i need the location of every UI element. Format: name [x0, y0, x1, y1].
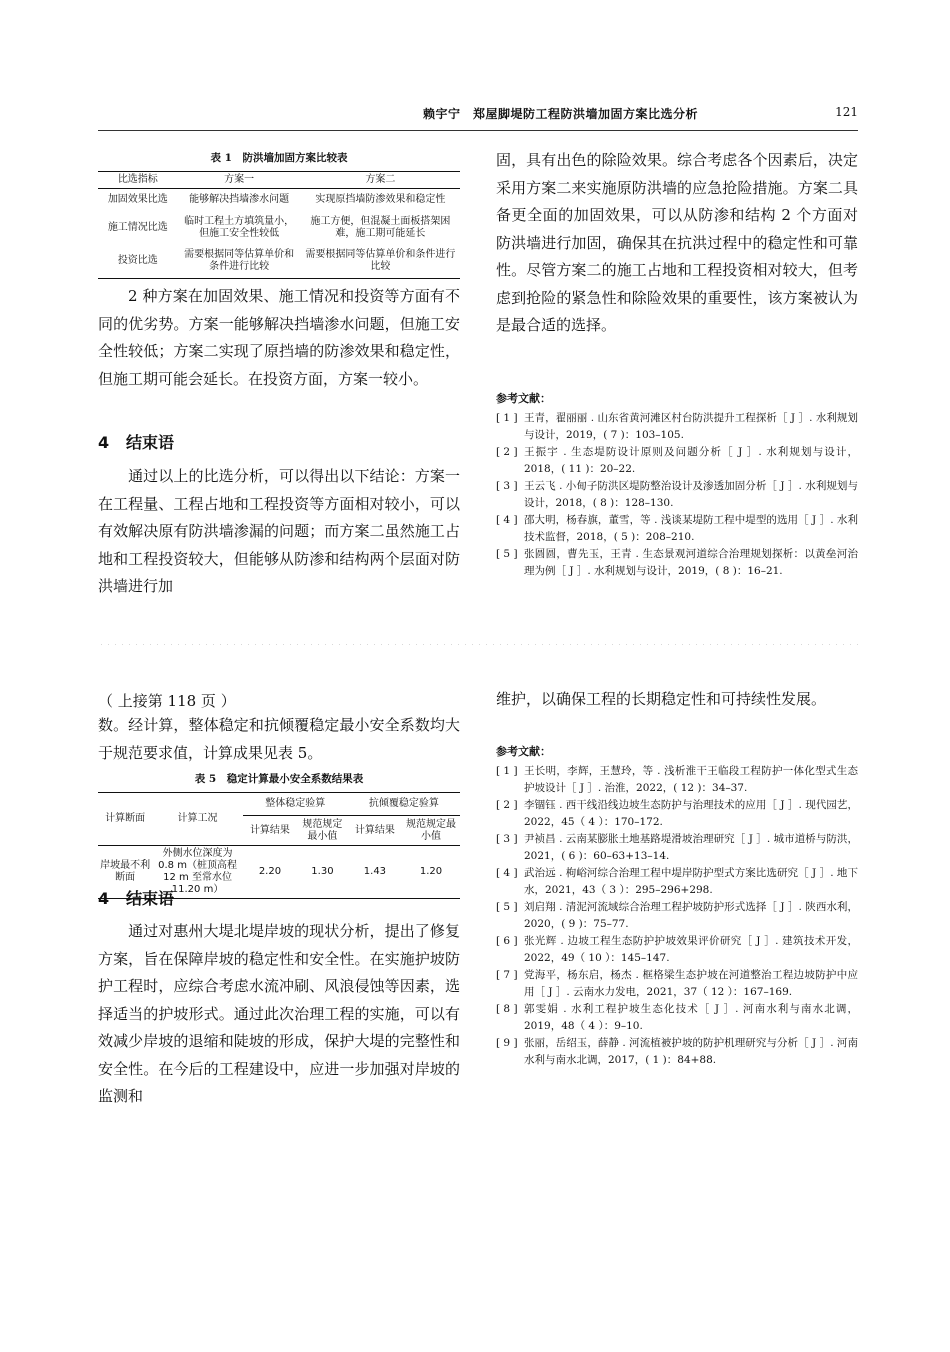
reference-number: [ 2 ]: [496, 799, 518, 811]
paragraph-text: 2 种方案在加固效果、施工情况和投资等方面有不同的优劣势。方案一能够解决挡墙渗水问题，但施工安全性较低；方案二实现了原挡墙的防渗效果和稳定性，但施工期可能会延长。在投资方面，方案一较小。: [98, 287, 460, 388]
table-cell: 需要根据同等估算单价和条件进行比较: [178, 245, 301, 279]
reference-text: 王云飞 . 小甸子防洪区堤防整治设计及渗透加固分析［ J ］. 水利规划与设计，2018，( 8 )：128–130.: [524, 480, 858, 509]
table-header-cell: 规范规定最小值: [297, 816, 348, 846]
body-paragraph: [98, 283, 460, 393]
table-5-block: [98, 771, 460, 899]
reference-number: [ 2 ]: [496, 446, 518, 458]
reference-text: 李锢钰 . 西干线沿线边坡生态防护与治理技术的应用［ J ］. 现代园艺，2022，45（ 4 ）：170–172.: [524, 799, 858, 828]
table-1-block: [98, 150, 460, 279]
references: [496, 390, 858, 580]
body-paragraph: [98, 712, 460, 767]
reference-text: 刘启翔 . 清泥河流域综合治理工程护坡防护形式选择［ J ］. 陕西水利，2020，( 9 )：75–77.: [524, 901, 858, 930]
table-header-cell: 抗倾覆稳定验算: [348, 793, 460, 816]
table-1: [98, 171, 460, 279]
table-header-cell: 方案一: [178, 172, 301, 189]
reference-number: [ 1 ]: [496, 412, 518, 424]
body-paragraph: [98, 463, 460, 601]
reference-number: [ 7 ]: [496, 969, 518, 981]
paragraph-text: 通过对惠州大堤北堤岸坡的现状分析，提出了修复方案，旨在保障岸坡的稳定性和安全性。在实施护坡防护工程时，应综合考虑水流冲刷、风浪侵蚀等因素，选择适当的护坡形式。通过此次治理工程的实施，可以有效减少岸坡的退缩和陡坡的形成，保护大堤的完整性和安全性。在今后的工程建设中，应进一步加强对岸坡的监测和: [98, 922, 460, 1105]
article-divider: [98, 637, 858, 645]
continued-text: （ 上接第 118 页 ）: [98, 692, 236, 710]
table-cell: 施工方便，但混凝土面板搭架困难，施工期可能延长: [310, 215, 451, 239]
table-cell: 1.20: [402, 846, 460, 899]
reference-item: [496, 933, 858, 966]
table-1-caption: 表 1 防洪墙加固方案比较表: [210, 152, 348, 164]
reference-text: 张光辉 . 边坡工程生态防护护坡效果评价研究［ J ］. 建筑技术开发，2022，49（ 10 ）：145–147.: [524, 935, 858, 964]
reference-number: [ 4 ]: [496, 514, 518, 526]
reference-item: [496, 865, 858, 898]
reference-number: [ 5 ]: [496, 901, 518, 913]
reference-item: [496, 899, 858, 932]
table-5-caption: 表 5 稳定计算最小安全系数结果表: [194, 773, 364, 785]
reference-number: [ 9 ]: [496, 1037, 518, 1049]
table-header-cell: 比选指标: [98, 172, 178, 189]
reference-item: [496, 546, 858, 579]
reference-text: 党海平，杨东启，杨杰 . 框格梁生态护坡在河道整治工程边坡防护中应用［ J ］. 云南水力发电，2021，37（ 12 ）：167–169.: [524, 969, 858, 998]
reference-text: 尹祯昌 . 云南某膨胀土地基路堤滑坡治理研究［ J ］. 城市道桥与防洪，2021，( 6 )：60–63+13–14.: [524, 833, 858, 862]
reference-item: [496, 967, 858, 1000]
reference-number: [ 4 ]: [496, 867, 518, 879]
section-heading: [98, 886, 460, 909]
table-cell: 需要根据同等估算单价和条件进行比较: [301, 245, 460, 279]
reference-text: 郭雯娟 . 水利工程护坡生态化技术［ J ］. 河南水利与南水北调，2019，48（ 4 ）：9–10.: [524, 1003, 858, 1032]
table-cell: 1.30: [297, 846, 348, 899]
reference-item: [496, 410, 858, 443]
reference-number: [ 6 ]: [496, 935, 518, 947]
references-title: 参考文献：: [496, 392, 551, 405]
reference-text: 张圆圆，曹先玉，王青 . 生态景观河道综合治理规划探析：以黄垒河治理为例［ J ］. 水利规划与设计，2019，( 8 )：16–21.: [524, 548, 858, 577]
table-5: [98, 792, 460, 899]
reference-number: [ 8 ]: [496, 1003, 518, 1015]
table-cell: 加固效果比选: [107, 193, 168, 205]
table-cell: 能够解决挡墙渗水问题: [189, 193, 290, 205]
paragraph-text: 固，具有出色的除险效果。综合考虑各个因素后，决定采用方案二来实施原防洪墙的应急抢险措施。方案二具备更全面的加固效果，可以从防渗和结构 2 个方面对防洪墙进行加固，确保其在抗洪过程中的稳定性和可靠性。尽管方案二的施工占地和工程投资相对较大，但考虑到抢险的紧急性和除险效果的重要性，该方案被认为是最合适的选择。: [496, 151, 858, 334]
reference-number: [ 1 ]: [496, 765, 518, 777]
reference-item: [496, 1001, 858, 1034]
table-cell: 临时工程土方填筑量小，但施工安全性较低: [184, 215, 295, 239]
table-cell: 投资比选: [98, 245, 178, 279]
reference-item: [496, 797, 858, 830]
table-header-cell: 计算断面: [98, 793, 152, 846]
body-paragraph: [98, 918, 460, 1111]
table-row: [98, 211, 460, 245]
paragraph-text: 维护，以确保工程的长期稳定性和可持续性发展。: [496, 690, 827, 708]
table-row: [98, 189, 460, 211]
table-header-cell: 计算结果: [348, 816, 402, 846]
reference-text: 邵大明，杨春旗，董雪，等 . 浅谈某堤防工程中堤型的选用［ J ］. 水利技术监督，2018，( 5 )：208–210.: [524, 514, 858, 543]
body-paragraph: [496, 686, 858, 714]
reference-item: [496, 831, 858, 864]
running-header-title: 赖宇宁 郑屋脚堤防工程防洪墙加固方案比选分析: [422, 107, 698, 121]
table-cell: 实现原挡墙防渗效果和稳定性: [315, 193, 446, 205]
table-header-cell: 整体稳定验算: [243, 793, 348, 816]
section-heading: [98, 430, 460, 453]
table-cell: 2.20: [243, 846, 297, 899]
table-header-cell: 计算工况: [152, 793, 243, 846]
body-paragraph: [496, 147, 858, 340]
paragraph-text: 通过以上的比选分析，可以得出以下结论：方案一在工程量、工程占地和工程投资等方面相对较小，可以有效解决原有防洪墙渗漏的问题；而方案二虽然施工占地和工程投资较大，但能够从防渗和结构两个层面对防洪墙进行加: [98, 467, 460, 595]
section-title: 结束语: [126, 889, 175, 908]
header-rule: [98, 130, 858, 131]
table-header-cell: 计算结果: [243, 816, 297, 846]
references-title: 参考文献：: [496, 745, 551, 758]
section-number: 4: [98, 433, 110, 452]
table-cell: 外侧水位深度为 0.8 m（桩顶高程 12 m 至常水位 11.20 m）: [152, 846, 243, 899]
reference-item: [496, 444, 858, 477]
reference-text: 王振宇 . 生态堤防设计原则及问题分析［ J ］. 水利规划与设计，2018，( 11 )：20–22.: [524, 446, 858, 475]
reference-text: 王长明，李辉，王慧玲，等 . 浅析淮干王临段工程防护一体化型式生态护坡设计［ J ］. 治淮，2022，( 12 )：34–37.: [524, 765, 858, 794]
reference-item: [496, 1035, 858, 1068]
table-cell: 1.43: [348, 846, 402, 899]
paragraph-text: 数。经计算，整体稳定和抗倾覆稳定最小安全系数均大于规范要求值，计算成果见表 5。: [98, 716, 460, 762]
table-cell: 施工情况比选: [107, 221, 168, 233]
page-number: 121: [835, 105, 858, 119]
section-number: 4: [98, 889, 110, 908]
reference-item: [496, 763, 858, 796]
reference-item: [496, 478, 858, 511]
reference-item: [496, 512, 858, 545]
table-header-cell: 方案二: [301, 172, 460, 189]
divider-pattern: [98, 644, 858, 645]
reference-text: 张丽，岳绍玉，薛静 . 河流植被护坡的防护机理研究与分析［ J ］. 河南水利与南水北调，2017，( 1 )：84+88.: [524, 1037, 858, 1066]
table-row: [98, 245, 460, 279]
table-header-cell: 规范规定最小值: [402, 816, 460, 846]
reference-text: 王青，翟丽丽 . 山东省黄河滩区村台防洪提升工程探析［ J ］. 水利规划与设计，2019，( 7 )：103–105.: [524, 412, 858, 441]
table-cell: 岸坡最不利断面: [98, 846, 152, 899]
reference-number: [ 3 ]: [496, 480, 518, 492]
table-header-row: [98, 793, 460, 816]
reference-number: [ 5 ]: [496, 548, 518, 560]
table-header-row: [98, 172, 460, 189]
reference-text: 武治远 . 枸峪河综合治理工程中堤岸防护型式方案比选研究［ J ］. 地下水，2021，43（ 3 ）：295–296+298.: [524, 867, 858, 896]
reference-number: [ 3 ]: [496, 833, 518, 845]
references: [496, 743, 858, 1069]
section-title: 结束语: [126, 433, 175, 452]
